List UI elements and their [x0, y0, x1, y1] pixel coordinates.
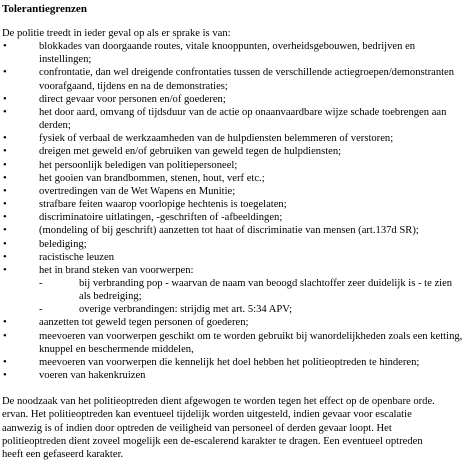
list-item	[2, 238, 468, 251]
sub-list-item-text: overige verbrandingen: strijdig met art. 5:34 APV;	[79, 304, 293, 316]
list-item-text: meevoeren van voorwerpen geschikt om te worden gebruikt bij wanordelijkheden zoals een ketting, knuppel en beschermende middelen,	[39, 330, 463, 355]
list-item-text: fysiek of verbaal de werkzaamheden van de hulpdiensten belemmeren of verstoren;	[39, 133, 394, 145]
list-item-text: het in brand steken van voorwerpen:	[39, 264, 194, 276]
closing-line: De noodzaak van het politieoptreden dient afgewogen te worden tegen het effect op de openbare orde.	[2, 396, 435, 408]
bullet-icon: •	[3, 93, 7, 105]
bullet-icon: •	[3, 330, 7, 342]
list-item	[2, 224, 468, 237]
list-item	[2, 369, 468, 382]
bullet-icon: •	[3, 159, 7, 171]
bullet-icon: •	[3, 172, 7, 184]
bullet-icon: •	[3, 264, 7, 276]
list-item	[2, 185, 468, 198]
bullet-icon: •	[3, 251, 7, 263]
list-item	[2, 40, 468, 66]
sub-list-item	[2, 277, 464, 303]
list-item	[2, 66, 468, 92]
bullet-icon: •	[3, 370, 7, 382]
list-item-text: het persoonlijk beledigen van politiepersoneel;	[39, 159, 238, 171]
list-item-text: strafbare feiten waarop voorlopige hechtenis is toegelaten;	[39, 199, 287, 211]
closing-line: aanwezig is of indien door optreden de veiligheid van personeel of derden gevaar loopt. Het	[2, 422, 392, 434]
sub-list	[2, 277, 464, 316]
document-title: Tolerantiegrenzen	[2, 3, 87, 15]
closing-paragraph	[2, 395, 468, 461]
list-item-text: het gooien van brandbommen, stenen, hout, verf etc.;	[39, 172, 265, 184]
intro-paragraph: De politie treedt in ieder geval op als er sprake is van:	[2, 28, 231, 39]
dash-icon: -	[39, 304, 43, 316]
list-item-text: belediging;	[39, 238, 87, 250]
bullet-icon: •	[3, 212, 7, 224]
bullet-icon: •	[3, 41, 7, 53]
list-item	[2, 330, 468, 356]
list-item-text: blokkades van doorgaande routes, vitale knooppunten, overheidsgebouwen, bedrijven en instellingen;	[39, 41, 416, 66]
bullet-icon: •	[3, 67, 7, 79]
list-item-text: discriminatoire uitlatingen, -geschriften of -afbeeldingen;	[39, 212, 283, 224]
list-item-text: aanzetten tot geweld tegen personen of goederen;	[39, 317, 249, 329]
document-page	[2, 3, 468, 461]
dash-icon: -	[39, 277, 43, 289]
list-item-text: meevoeren van voorwerpen die kennelijk het doel hebben het politieoptreden te hinderen;	[39, 356, 420, 368]
list-item-text: racistische leuzen	[39, 251, 114, 263]
list-item	[2, 145, 468, 158]
bullet-icon: •	[3, 317, 7, 329]
list-item-text: overtredingen van de Wet Wapens en Munitie;	[39, 185, 236, 197]
list-item	[2, 132, 468, 145]
list-item-text: het door aard, omvang of tijdsduur van de actie op onaanvaardbare wijze schade toebrengen aan derden;	[39, 106, 447, 132]
list-item	[2, 106, 468, 132]
sub-list-item	[2, 303, 464, 316]
list-item	[2, 211, 468, 224]
list-item	[2, 93, 468, 106]
list-item-text: confrontatie, dan wel dreigende confrontaties tussen de verschillende actiegroepen/demonstranten voorafgaand, tijdens en na de demonstraties;	[39, 67, 455, 92]
list-item-text: (mondeling of bij geschrift) aanzetten tot haat of discriminatie van mensen (art.137d SR);	[39, 225, 419, 237]
list-item	[2, 356, 468, 369]
bullet-icon: •	[3, 238, 7, 250]
closing-line: heeft een gefaseerd karakter.	[2, 448, 124, 460]
list-item	[2, 264, 468, 317]
list-item-text: voeren van hakenkruizen	[39, 370, 146, 382]
closing-line: politieoptreden dient zoveel mogelijk een de-escalerend karakter te dragen. Een eventueel optreden	[2, 435, 423, 447]
list-item	[2, 159, 468, 172]
list-item-text: direct gevaar voor personen en/of goederen;	[39, 93, 226, 105]
list-item	[2, 251, 468, 264]
bullet-icon: •	[3, 225, 7, 237]
bullet-icon: •	[3, 199, 7, 211]
bullet-icon: •	[3, 356, 7, 368]
list-item-text: dreigen met geweld en/of gebruiken van geweld tegen de hulpdiensten;	[39, 146, 342, 158]
list-item	[2, 172, 468, 185]
sub-list-item-text: bij verbranding pop - waarvan de naam van beoogd slachtoffer zeer duidelijk is - te zien als bedreiging;	[79, 277, 453, 303]
list-item	[2, 316, 468, 329]
list-item	[2, 198, 468, 211]
closing-line: ervan. Het politieoptreden kan eventueel tijdelijk worden uitgesteld, indien gevaar voor escalatie	[2, 409, 412, 421]
bullet-icon: •	[3, 106, 7, 118]
bullet-icon: •	[3, 146, 7, 158]
bullet-icon: •	[3, 133, 7, 145]
bullet-icon: •	[3, 185, 7, 197]
bullet-list	[2, 40, 468, 382]
